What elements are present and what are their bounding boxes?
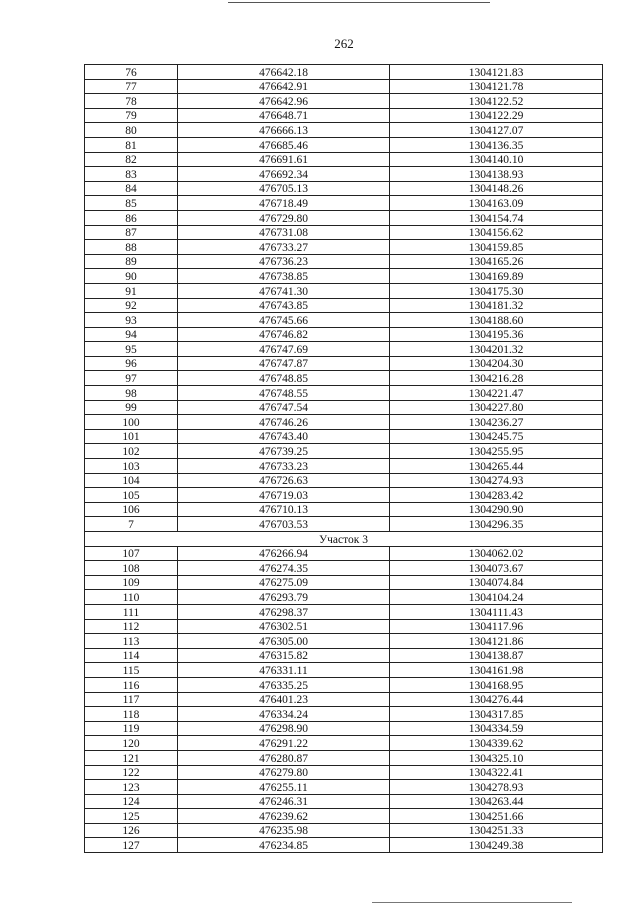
point-number-cell: 83 xyxy=(85,167,178,182)
table-row xyxy=(85,561,603,576)
x-coordinate-cell: 476334.24 xyxy=(178,707,390,722)
table-row xyxy=(85,648,603,663)
table-row xyxy=(85,342,603,357)
point-number-cell: 81 xyxy=(85,137,178,152)
y-coordinate-cell: 1304156.62 xyxy=(390,225,603,240)
table-row xyxy=(85,590,603,605)
x-coordinate-cell: 476275.09 xyxy=(178,575,390,590)
y-coordinate-cell: 1304140.10 xyxy=(390,152,603,167)
y-coordinate-cell: 1304154.74 xyxy=(390,210,603,225)
section-row xyxy=(85,532,603,547)
table-row xyxy=(85,736,603,751)
point-number-cell: 88 xyxy=(85,240,178,255)
point-number-cell: 116 xyxy=(85,677,178,692)
point-number-cell: 121 xyxy=(85,750,178,765)
table-row xyxy=(85,298,603,313)
point-number-cell: 120 xyxy=(85,736,178,751)
point-number-cell: 111 xyxy=(85,604,178,619)
table-row xyxy=(85,152,603,167)
point-number-cell: 127 xyxy=(85,838,178,853)
point-number-cell: 100 xyxy=(85,415,178,430)
x-coordinate-cell: 476747.69 xyxy=(178,342,390,357)
y-coordinate-cell: 1304251.33 xyxy=(390,823,603,838)
table-row xyxy=(85,167,603,182)
point-number-cell: 105 xyxy=(85,488,178,503)
y-coordinate-cell: 1304188.60 xyxy=(390,313,603,328)
x-coordinate-cell: 476685.46 xyxy=(178,137,390,152)
x-coordinate-cell: 476739.25 xyxy=(178,444,390,459)
y-coordinate-cell: 1304181.32 xyxy=(390,298,603,313)
coordinates-table xyxy=(84,64,603,853)
table-row xyxy=(85,254,603,269)
y-coordinate-cell: 1304122.29 xyxy=(390,108,603,123)
y-coordinate-cell: 1304249.38 xyxy=(390,838,603,853)
table-row xyxy=(85,137,603,152)
x-coordinate-cell: 476691.61 xyxy=(178,152,390,167)
y-coordinate-cell: 1304121.83 xyxy=(390,65,603,80)
y-coordinate-cell: 1304117.96 xyxy=(390,619,603,634)
point-number-cell: 117 xyxy=(85,692,178,707)
x-coordinate-cell: 476335.25 xyxy=(178,677,390,692)
table-row xyxy=(85,386,603,401)
x-coordinate-cell: 476741.30 xyxy=(178,283,390,298)
point-number-cell: 96 xyxy=(85,356,178,371)
table-row xyxy=(85,780,603,795)
y-coordinate-cell: 1304221.47 xyxy=(390,386,603,401)
point-number-cell: 107 xyxy=(85,546,178,561)
x-coordinate-cell: 476692.34 xyxy=(178,167,390,182)
table-row xyxy=(85,459,603,474)
table-row xyxy=(85,794,603,809)
y-coordinate-cell: 1304255.95 xyxy=(390,444,603,459)
x-coordinate-cell: 476302.51 xyxy=(178,619,390,634)
table-row xyxy=(85,488,603,503)
table-row xyxy=(85,79,603,94)
y-coordinate-cell: 1304195.36 xyxy=(390,327,603,342)
table-row xyxy=(85,356,603,371)
point-number-cell: 95 xyxy=(85,342,178,357)
x-coordinate-cell: 476255.11 xyxy=(178,780,390,795)
table-row xyxy=(85,269,603,284)
point-number-cell: 78 xyxy=(85,94,178,109)
x-coordinate-cell: 476642.91 xyxy=(178,79,390,94)
y-coordinate-cell: 1304074.84 xyxy=(390,575,603,590)
x-coordinate-cell: 476298.90 xyxy=(178,721,390,736)
point-number-cell: 85 xyxy=(85,196,178,211)
table-row xyxy=(85,210,603,225)
x-coordinate-cell: 476733.23 xyxy=(178,459,390,474)
y-coordinate-cell: 1304138.93 xyxy=(390,167,603,182)
page-number: 262 xyxy=(334,36,354,51)
table-row xyxy=(85,225,603,240)
table-row xyxy=(85,108,603,123)
y-coordinate-cell: 1304274.93 xyxy=(390,473,603,488)
x-coordinate-cell: 476729.80 xyxy=(178,210,390,225)
x-coordinate-cell: 476731.08 xyxy=(178,225,390,240)
x-coordinate-cell: 476705.13 xyxy=(178,181,390,196)
y-coordinate-cell: 1304334.59 xyxy=(390,721,603,736)
x-coordinate-cell: 476666.13 xyxy=(178,123,390,138)
x-coordinate-cell: 476315.82 xyxy=(178,648,390,663)
table-row xyxy=(85,619,603,634)
y-coordinate-cell: 1304290.90 xyxy=(390,502,603,517)
x-coordinate-cell: 476280.87 xyxy=(178,750,390,765)
y-coordinate-cell: 1304168.95 xyxy=(390,677,603,692)
point-number-cell: 119 xyxy=(85,721,178,736)
y-coordinate-cell: 1304325.10 xyxy=(390,750,603,765)
point-number-cell: 79 xyxy=(85,108,178,123)
table-row xyxy=(85,444,603,459)
x-coordinate-cell: 476298.37 xyxy=(178,604,390,619)
y-coordinate-cell: 1304204.30 xyxy=(390,356,603,371)
table-row xyxy=(85,429,603,444)
y-coordinate-cell: 1304136.35 xyxy=(390,137,603,152)
x-coordinate-cell: 476642.18 xyxy=(178,65,390,80)
point-number-cell: 86 xyxy=(85,210,178,225)
y-coordinate-cell: 1304278.93 xyxy=(390,780,603,795)
table-row xyxy=(85,750,603,765)
x-coordinate-cell: 476747.87 xyxy=(178,356,390,371)
y-coordinate-cell: 1304227.80 xyxy=(390,400,603,415)
table-row xyxy=(85,371,603,386)
x-coordinate-cell: 476746.82 xyxy=(178,327,390,342)
y-coordinate-cell: 1304322.41 xyxy=(390,765,603,780)
x-coordinate-cell: 476266.94 xyxy=(178,546,390,561)
x-coordinate-cell: 476305.00 xyxy=(178,634,390,649)
x-coordinate-cell: 476747.54 xyxy=(178,400,390,415)
x-coordinate-cell: 476726.63 xyxy=(178,473,390,488)
table-row xyxy=(85,677,603,692)
point-number-cell: 113 xyxy=(85,634,178,649)
point-number-cell: 80 xyxy=(85,123,178,138)
table-row xyxy=(85,502,603,517)
table-row xyxy=(85,283,603,298)
table-row xyxy=(85,823,603,838)
table-row xyxy=(85,546,603,561)
y-coordinate-cell: 1304263.44 xyxy=(390,794,603,809)
point-number-cell: 112 xyxy=(85,619,178,634)
point-number-cell: 109 xyxy=(85,575,178,590)
y-coordinate-cell: 1304251.66 xyxy=(390,809,603,824)
point-number-cell: 123 xyxy=(85,780,178,795)
y-coordinate-cell: 1304236.27 xyxy=(390,415,603,430)
point-number-cell: 106 xyxy=(85,502,178,517)
x-coordinate-cell: 476239.62 xyxy=(178,809,390,824)
point-number-cell: 89 xyxy=(85,254,178,269)
x-coordinate-cell: 476719.03 xyxy=(178,488,390,503)
point-number-cell: 126 xyxy=(85,823,178,838)
point-number-cell: 99 xyxy=(85,400,178,415)
table-row xyxy=(85,721,603,736)
coordinates-table-body xyxy=(85,65,603,853)
table-row xyxy=(85,765,603,780)
y-coordinate-cell: 1304201.32 xyxy=(390,342,603,357)
x-coordinate-cell: 476748.55 xyxy=(178,386,390,401)
table-row xyxy=(85,809,603,824)
y-coordinate-cell: 1304339.62 xyxy=(390,736,603,751)
y-coordinate-cell: 1304159.85 xyxy=(390,240,603,255)
y-coordinate-cell: 1304175.30 xyxy=(390,283,603,298)
table-row xyxy=(85,575,603,590)
x-coordinate-cell: 476279.80 xyxy=(178,765,390,780)
table-row xyxy=(85,838,603,853)
y-coordinate-cell: 1304148.26 xyxy=(390,181,603,196)
point-number-cell: 87 xyxy=(85,225,178,240)
x-coordinate-cell: 476738.85 xyxy=(178,269,390,284)
y-coordinate-cell: 1304127.07 xyxy=(390,123,603,138)
table-row xyxy=(85,517,603,532)
y-coordinate-cell: 1304245.75 xyxy=(390,429,603,444)
y-coordinate-cell: 1304138.87 xyxy=(390,648,603,663)
x-coordinate-cell: 476748.85 xyxy=(178,371,390,386)
x-coordinate-cell: 476710.13 xyxy=(178,502,390,517)
table-row xyxy=(85,634,603,649)
point-number-cell: 93 xyxy=(85,313,178,328)
y-coordinate-cell: 1304169.89 xyxy=(390,269,603,284)
y-coordinate-cell: 1304276.44 xyxy=(390,692,603,707)
x-coordinate-cell: 476291.22 xyxy=(178,736,390,751)
point-number-cell: 98 xyxy=(85,386,178,401)
x-coordinate-cell: 476736.23 xyxy=(178,254,390,269)
point-number-cell: 115 xyxy=(85,663,178,678)
point-number-cell: 108 xyxy=(85,561,178,576)
table-row xyxy=(85,707,603,722)
table-row xyxy=(85,65,603,80)
y-coordinate-cell: 1304073.67 xyxy=(390,561,603,576)
x-coordinate-cell: 476401.23 xyxy=(178,692,390,707)
top-scan-rule xyxy=(228,2,490,3)
x-coordinate-cell: 476743.40 xyxy=(178,429,390,444)
point-number-cell: 82 xyxy=(85,152,178,167)
table-row xyxy=(85,663,603,678)
x-coordinate-cell: 476235.98 xyxy=(178,823,390,838)
x-coordinate-cell: 476642.96 xyxy=(178,94,390,109)
x-coordinate-cell: 476293.79 xyxy=(178,590,390,605)
x-coordinate-cell: 476718.49 xyxy=(178,196,390,211)
point-number-cell: 97 xyxy=(85,371,178,386)
x-coordinate-cell: 476331.11 xyxy=(178,663,390,678)
y-coordinate-cell: 1304163.09 xyxy=(390,196,603,211)
y-coordinate-cell: 1304283.42 xyxy=(390,488,603,503)
point-number-cell: 124 xyxy=(85,794,178,809)
table-row xyxy=(85,196,603,211)
table-row xyxy=(85,415,603,430)
point-number-cell: 77 xyxy=(85,79,178,94)
x-coordinate-cell: 476234.85 xyxy=(178,838,390,853)
y-coordinate-cell: 1304296.35 xyxy=(390,517,603,532)
point-number-cell: 104 xyxy=(85,473,178,488)
y-coordinate-cell: 1304111.43 xyxy=(390,604,603,619)
point-number-cell: 122 xyxy=(85,765,178,780)
point-number-cell: 90 xyxy=(85,269,178,284)
table-row xyxy=(85,240,603,255)
table-row xyxy=(85,327,603,342)
point-number-cell: 118 xyxy=(85,707,178,722)
point-number-cell: 92 xyxy=(85,298,178,313)
x-coordinate-cell: 476648.71 xyxy=(178,108,390,123)
y-coordinate-cell: 1304216.28 xyxy=(390,371,603,386)
y-coordinate-cell: 1304122.52 xyxy=(390,94,603,109)
y-coordinate-cell: 1304161.98 xyxy=(390,663,603,678)
point-number-cell: 7 xyxy=(85,517,178,532)
point-number-cell: 103 xyxy=(85,459,178,474)
point-number-cell: 101 xyxy=(85,429,178,444)
table-row xyxy=(85,94,603,109)
table-row xyxy=(85,123,603,138)
point-number-cell: 76 xyxy=(85,65,178,80)
table-row xyxy=(85,473,603,488)
point-number-cell: 114 xyxy=(85,648,178,663)
table-row xyxy=(85,692,603,707)
table-row xyxy=(85,313,603,328)
x-coordinate-cell: 476746.26 xyxy=(178,415,390,430)
x-coordinate-cell: 476274.35 xyxy=(178,561,390,576)
section-title: Участок 3 xyxy=(85,532,603,547)
point-number-cell: 125 xyxy=(85,809,178,824)
y-coordinate-cell: 1304317.85 xyxy=(390,707,603,722)
y-coordinate-cell: 1304121.78 xyxy=(390,79,603,94)
x-coordinate-cell: 476703.53 xyxy=(178,517,390,532)
x-coordinate-cell: 476246.31 xyxy=(178,794,390,809)
table-row xyxy=(85,400,603,415)
x-coordinate-cell: 476743.85 xyxy=(178,298,390,313)
point-number-cell: 91 xyxy=(85,283,178,298)
y-coordinate-cell: 1304062.02 xyxy=(390,546,603,561)
table-row xyxy=(85,604,603,619)
point-number-cell: 94 xyxy=(85,327,178,342)
x-coordinate-cell: 476733.27 xyxy=(178,240,390,255)
y-coordinate-cell: 1304121.86 xyxy=(390,634,603,649)
point-number-cell: 102 xyxy=(85,444,178,459)
y-coordinate-cell: 1304104.24 xyxy=(390,590,603,605)
point-number-cell: 110 xyxy=(85,590,178,605)
y-coordinate-cell: 1304165.26 xyxy=(390,254,603,269)
x-coordinate-cell: 476745.66 xyxy=(178,313,390,328)
bottom-scan-rule xyxy=(372,902,572,903)
table-row xyxy=(85,181,603,196)
y-coordinate-cell: 1304265.44 xyxy=(390,459,603,474)
point-number-cell: 84 xyxy=(85,181,178,196)
